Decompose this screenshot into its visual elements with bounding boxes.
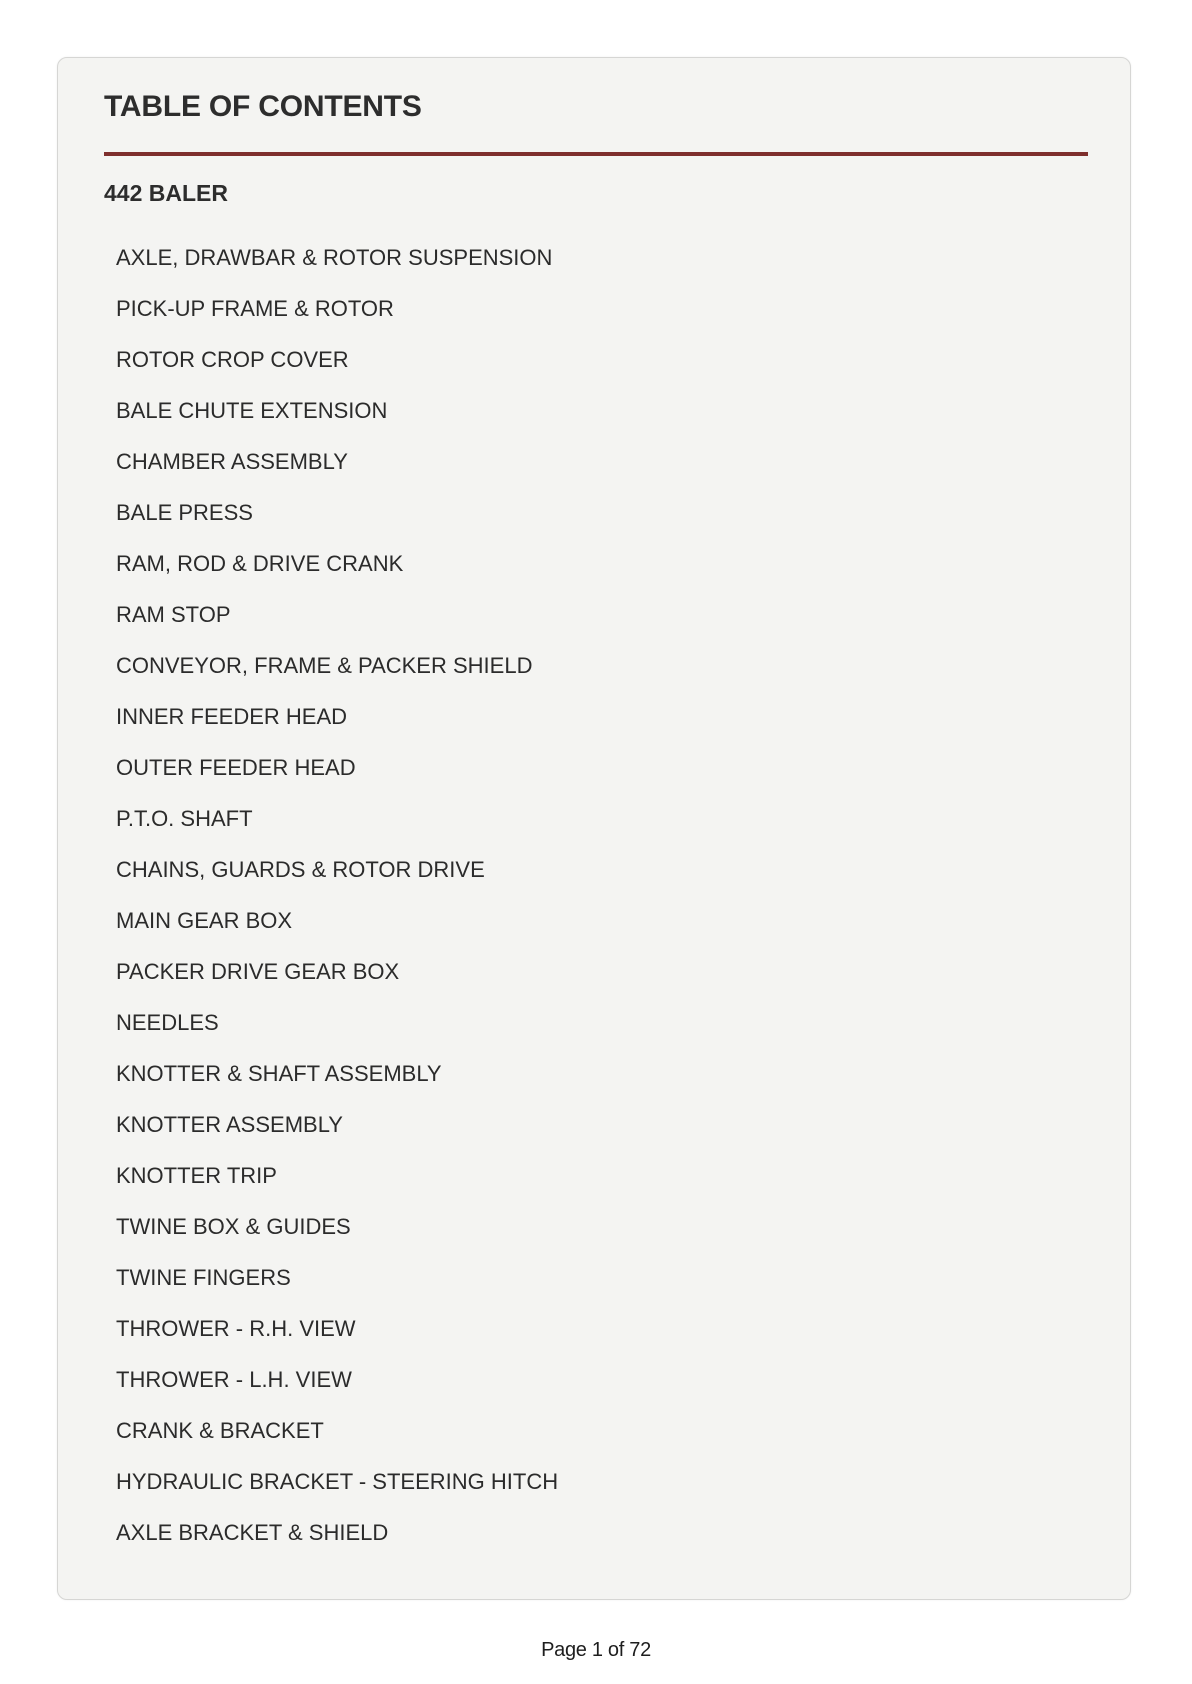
toc-item[interactable]: ROTOR CROP COVER xyxy=(116,347,349,372)
toc-item[interactable]: AXLE, DRAWBAR & ROTOR SUSPENSION xyxy=(116,245,553,270)
toc-item[interactable]: PICK-UP FRAME & ROTOR xyxy=(116,296,394,321)
page-title: TABLE OF CONTENTS xyxy=(104,90,422,123)
toc-item[interactable]: TWINE FINGERS xyxy=(116,1265,291,1290)
toc-item[interactable]: KNOTTER & SHAFT ASSEMBLY xyxy=(116,1061,442,1086)
toc-item[interactable]: CRANK & BRACKET xyxy=(116,1418,324,1443)
toc-item[interactable]: THROWER - L.H. VIEW xyxy=(116,1367,352,1392)
toc-item[interactable]: RAM, ROD & DRIVE CRANK xyxy=(116,551,404,576)
toc-item[interactable]: BALE CHUTE EXTENSION xyxy=(116,398,388,423)
toc-item[interactable]: CHAINS, GUARDS & ROTOR DRIVE xyxy=(116,857,485,882)
toc-list xyxy=(116,232,558,1558)
toc-item[interactable]: KNOTTER TRIP xyxy=(116,1163,277,1188)
toc-item[interactable]: THROWER - R.H. VIEW xyxy=(116,1316,356,1341)
toc-item[interactable]: MAIN GEAR BOX xyxy=(116,908,293,933)
toc-item[interactable]: CHAMBER ASSEMBLY xyxy=(116,449,348,474)
toc-item[interactable]: OUTER FEEDER HEAD xyxy=(116,755,356,780)
toc-item[interactable]: BALE PRESS xyxy=(116,500,253,525)
toc-item[interactable]: P.T.O. SHAFT xyxy=(116,806,253,831)
title-divider xyxy=(104,152,1088,156)
toc-item[interactable]: AXLE BRACKET & SHIELD xyxy=(116,1520,389,1545)
toc-item[interactable]: CONVEYOR, FRAME & PACKER SHIELD xyxy=(116,653,533,678)
section-heading: 442 BALER xyxy=(104,180,228,206)
toc-item[interactable]: INNER FEEDER HEAD xyxy=(116,704,348,729)
page-number: Page 1 of 72 xyxy=(541,1639,651,1661)
toc-item[interactable]: NEEDLES xyxy=(116,1010,219,1035)
toc-item[interactable]: PACKER DRIVE GEAR BOX xyxy=(116,959,400,984)
toc-card xyxy=(57,57,1131,1600)
toc-item[interactable]: HYDRAULIC BRACKET - STEERING HITCH xyxy=(116,1469,559,1494)
toc-item[interactable]: TWINE BOX & GUIDES xyxy=(116,1214,351,1239)
toc-item[interactable]: RAM STOP xyxy=(116,602,231,627)
toc-item[interactable]: KNOTTER ASSEMBLY xyxy=(116,1112,343,1137)
